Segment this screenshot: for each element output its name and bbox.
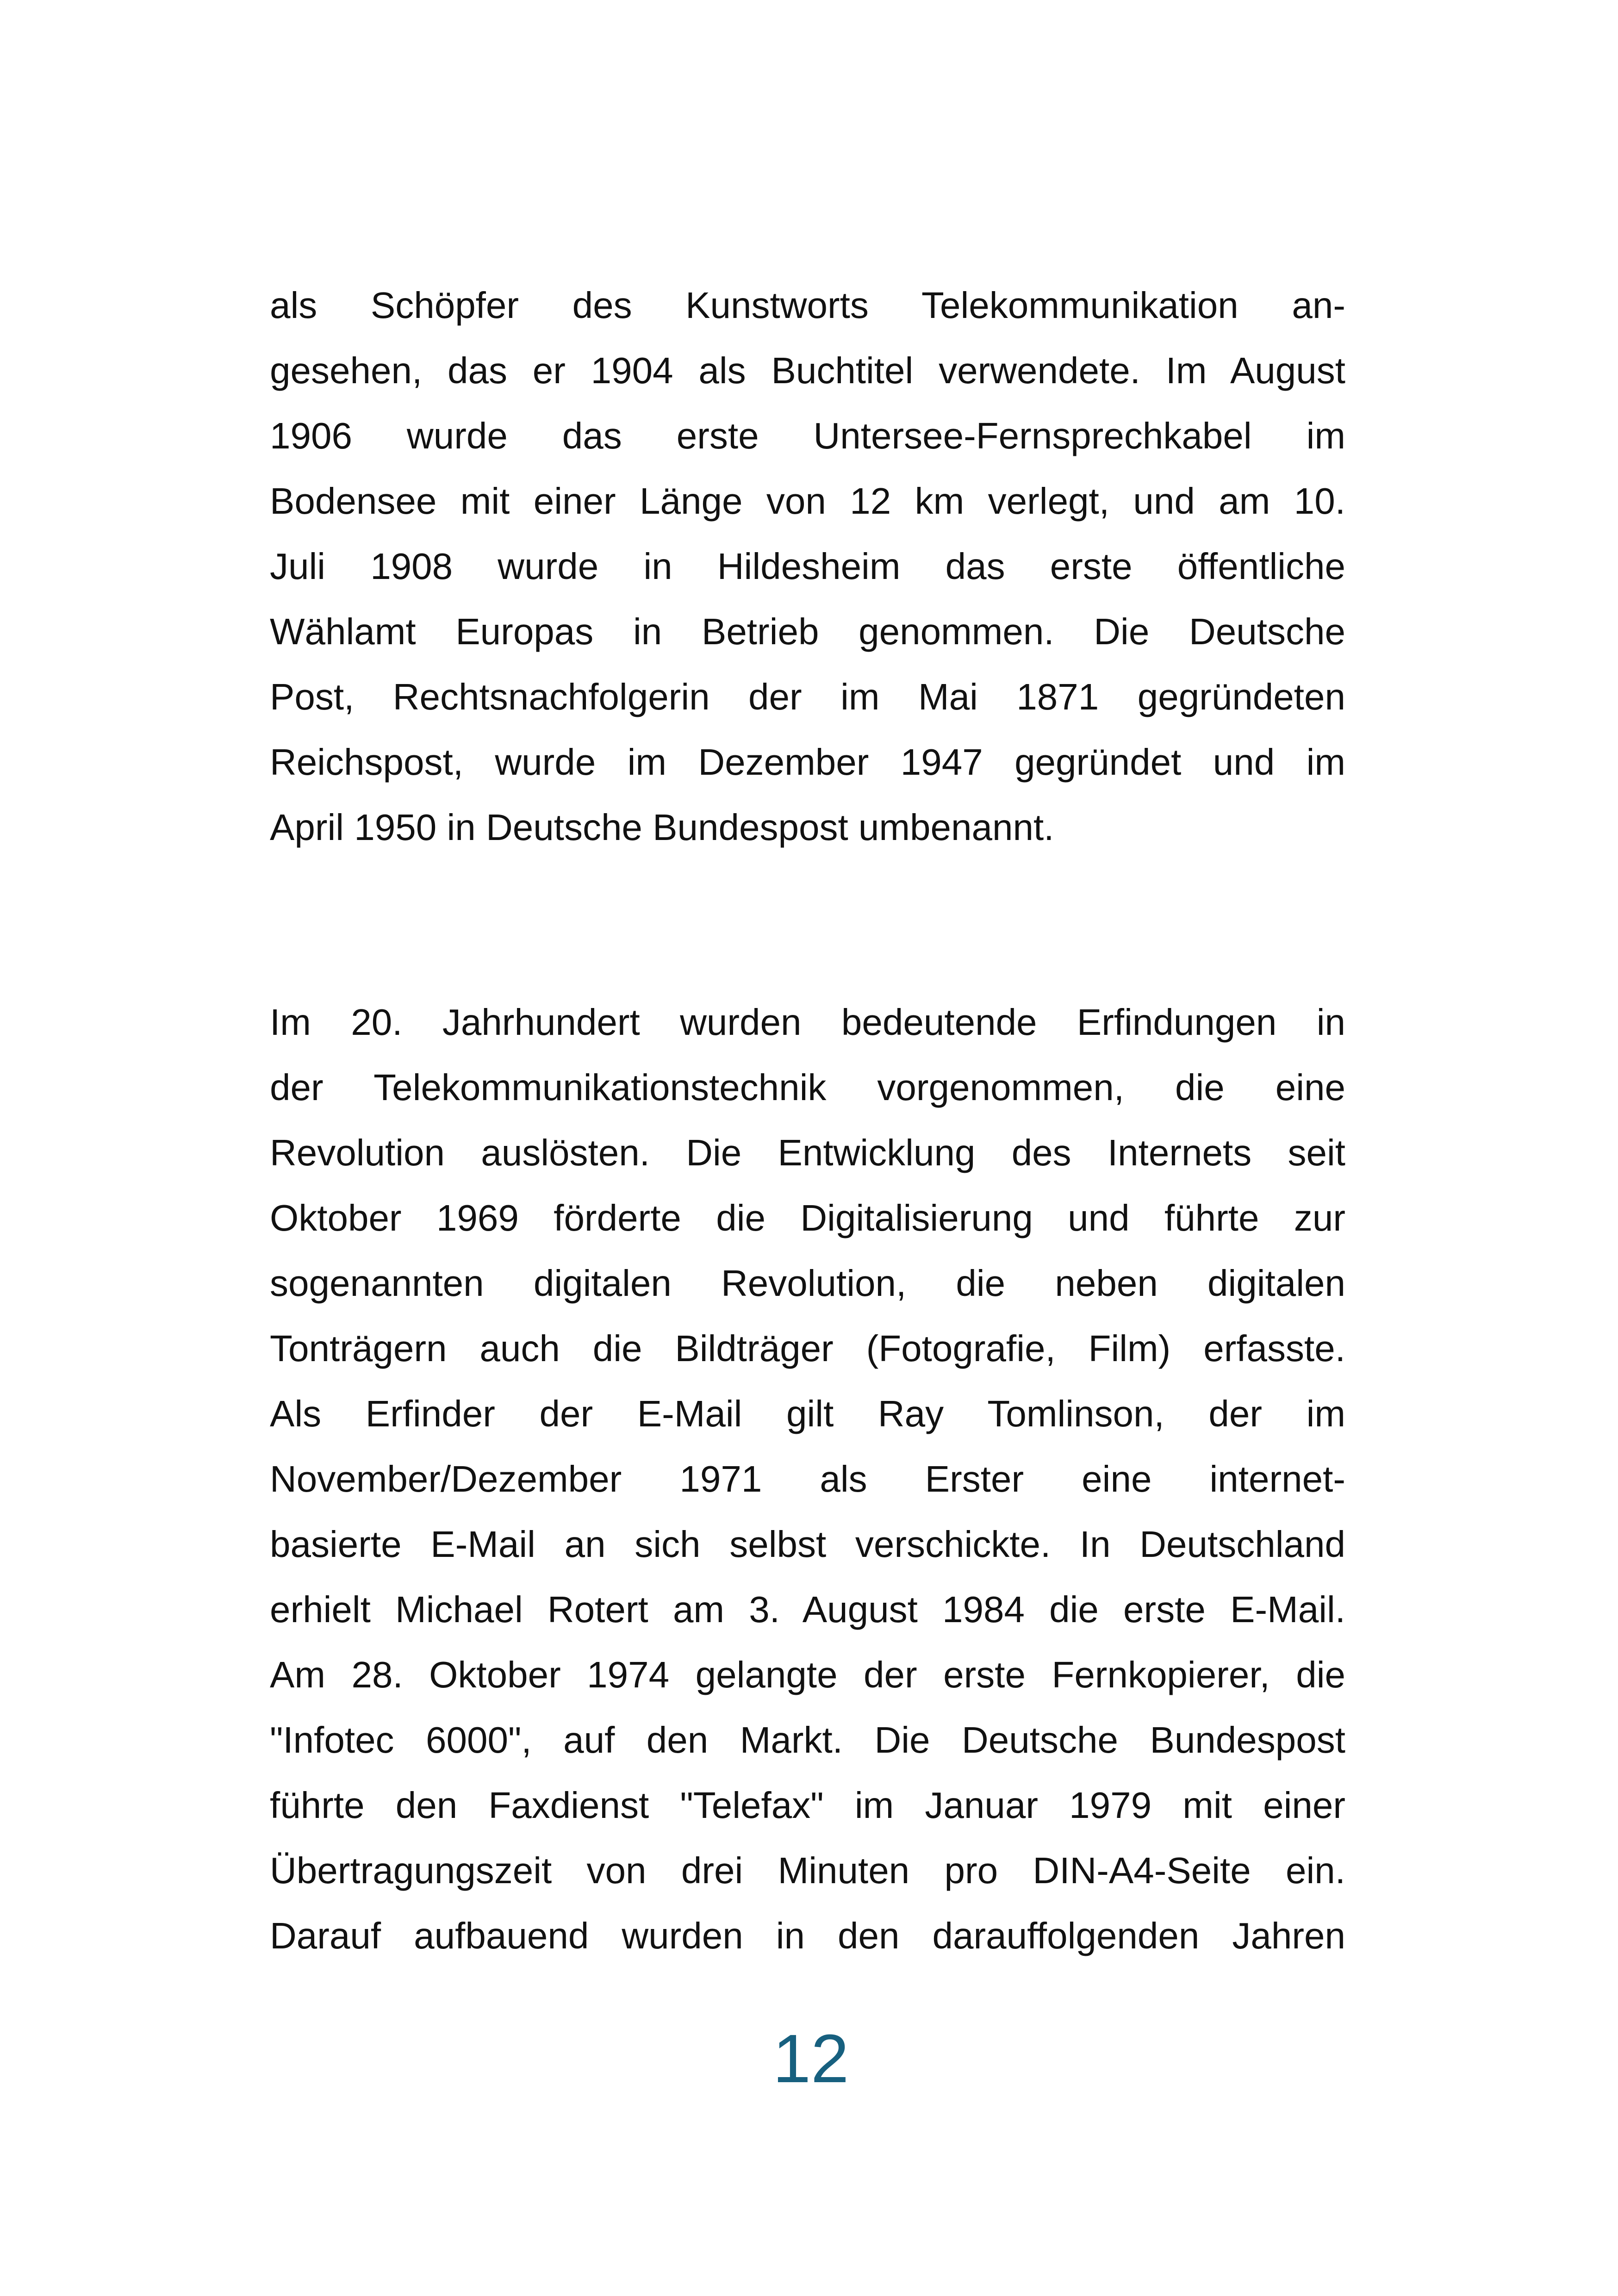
text-line: Wählamt Europas in Betrieb genommen. Die Deutsche xyxy=(270,611,1345,652)
text-line: basierte E-Mail an sich selbst verschickte. In Deutschland xyxy=(270,1524,1345,1565)
text-line: Oktober 1969 förderte die Digitalisierung und führte zur xyxy=(270,1197,1345,1238)
text-line: April 1950 in Deutsche Bundespost umbenannt. xyxy=(270,807,1054,848)
text-line: November/Dezember 1971 als Erster eine internet- xyxy=(270,1458,1345,1500)
text-line: der Telekommunikationstechnik vorgenommen, die eine xyxy=(270,1067,1345,1108)
text-line: gesehen, das er 1904 als Buchtitel verwendete. Im August xyxy=(270,350,1345,391)
paragraph-1 xyxy=(270,273,1345,860)
text-line: Darauf aufbauend wurden in den darauffolgenden Jahren xyxy=(270,1915,1345,1956)
text-line: Übertragungszeit von drei Minuten pro DIN-A4-Seite ein. xyxy=(270,1850,1345,1891)
text-line: führte den Faxdienst "Telefax" im Januar 1979 mit einer xyxy=(270,1785,1345,1826)
text-line: Juli 1908 wurde in Hildesheim das erste öffentliche xyxy=(270,546,1345,587)
text-line: Reichspost, wurde im Dezember 1947 gegründet und im xyxy=(270,741,1345,783)
text-line: Tonträgern auch die Bildträger (Fotografie, Film) erfasste. xyxy=(270,1328,1345,1369)
text-line: Als Erfinder der E-Mail gilt Ray Tomlinson, der im xyxy=(270,1393,1345,1434)
text-line: Revolution auslösten. Die Entwicklung des Internets seit xyxy=(270,1132,1345,1173)
text-line: erhielt Michael Rotert am 3. August 1984 die erste E-Mail. xyxy=(270,1589,1345,1630)
text-line: "Infotec 6000", auf den Markt. Die Deutsche Bundespost xyxy=(270,1719,1345,1761)
text-line: Im 20. Jahrhundert wurden bedeutende Erfindungen in xyxy=(270,1002,1345,1043)
text-line: sogenannten digitalen Revolution, die neben digitalen xyxy=(270,1263,1345,1304)
text-line: Bodensee mit einer Länge von 12 km verlegt, und am 10. xyxy=(270,480,1345,522)
paragraph-2 xyxy=(270,989,1345,1968)
text-line: als Schöpfer des Kunstworts Telekommunikation an- xyxy=(270,285,1345,326)
text-line: Am 28. Oktober 1974 gelangte der erste Fernkopierer, die xyxy=(270,1654,1345,1695)
text-line: Post, Rechtsnachfolgerin der im Mai 1871 gegründeten xyxy=(270,676,1345,717)
text-line: 1906 wurde das erste Untersee-Fernsprechkabel im xyxy=(270,415,1345,456)
page-number: 12 xyxy=(772,2021,849,2097)
